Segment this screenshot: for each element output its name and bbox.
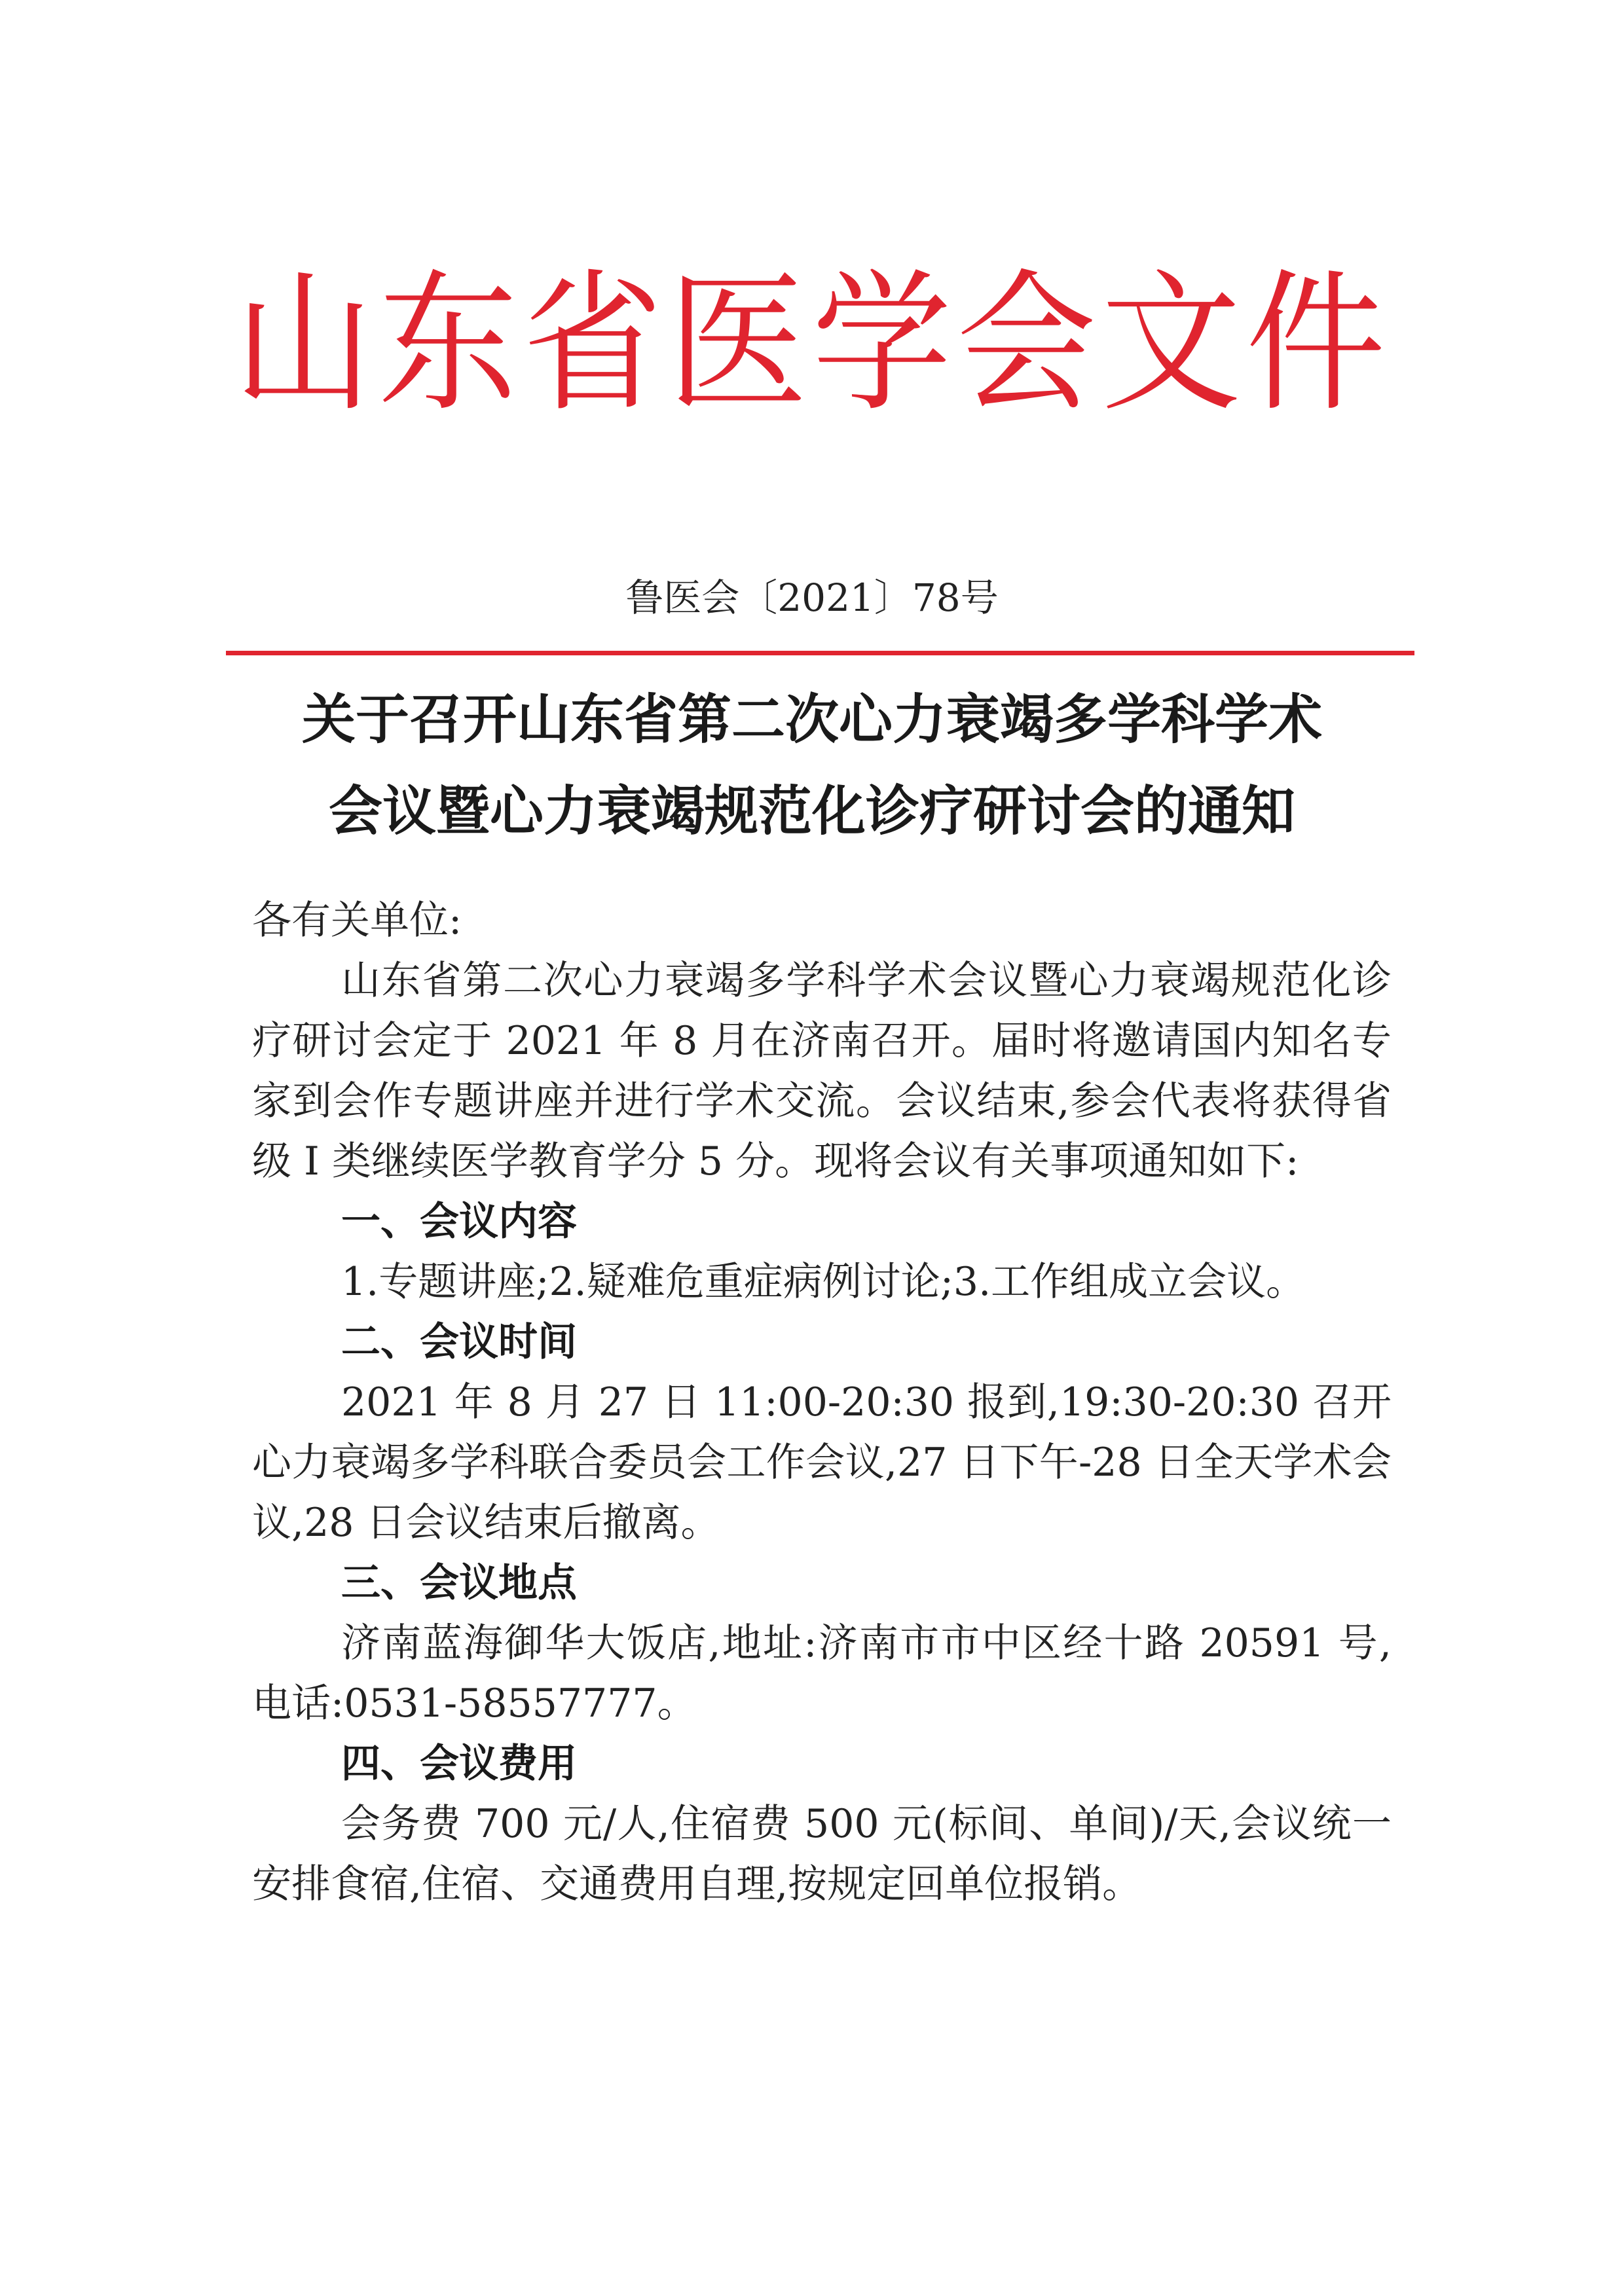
section-text-fees: 会务费 700 元/人,住宿费 500 元(标间、单间)/天,会议统一安排食宿,住宿、交通费用自理,按规定回单位报销。 [252,1801,1392,1907]
masthead-title: 山东省医学会文件 [233,255,1391,432]
document-number: 鲁医会〔2021〕78号 [625,575,999,620]
notice-title-line-2: 会议暨心力衰竭规范化诊疗研讨会的通知 [328,780,1295,843]
section-heading-venue: 三、会议地点 [341,1560,577,1606]
notice-body [252,890,1392,1914]
section-heading-time: 二、会议时间 [341,1319,577,1365]
notice-title-line-1: 关于召开山东省第二次心力衰竭多学科学术 [301,689,1322,751]
section-text-time: 2021 年 8 月 27 日 11:00-20:30 报到,19:30-20:30 召开心力衰竭多学科联合委员会工作会议,27 日下午-28 日全天学术会议,28 日会议结束后撤离。 [252,1379,1392,1546]
intro-paragraph: 山东省第二次心力衰竭多学科学术会议暨心力衰竭规范化诊疗研讨会定于 2021 年 8 月在济南召开。届时将邀请国内知名专家到会作专题讲座并进行学术交流。会议结束,参会代表将获得省级 I 类继续医学教育学分 5 分。现将会议有关事项通知如下: [252,958,1392,1184]
notice-title [196,674,1428,858]
section-text-content: 1.专题讲座;2.疑难危重症病例讨论;3.工作组成立会议。 [341,1259,1306,1305]
red-divider-line [226,651,1414,655]
section-text-venue: 济南蓝海御华大饭店,地址:济南市市中区经十路 20591 号,电话:0531-58557777。 [252,1620,1392,1726]
section-heading-fees: 四、会议费用 [341,1741,577,1787]
section-heading-content: 一、会议内容 [341,1199,577,1245]
salutation: 各有关单位: [252,898,462,943]
